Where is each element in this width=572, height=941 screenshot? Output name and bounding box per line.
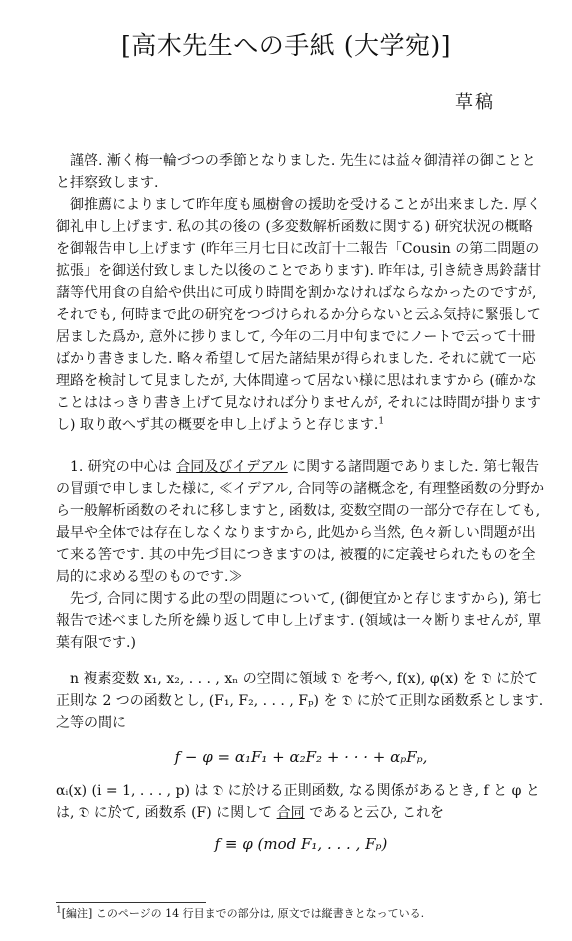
paragraph-congruence-definition [56,780,546,824]
footnote-text: [編注] このページの 14 行目までの部分は, 原文では縦書きとなっている. [61,907,425,920]
equation-congruence-mod: f ≡ φ (mod F₁, . . . , Fₚ) [214,835,388,853]
paragraph-report-text: 御推薦によりまして昨年度も風樹會の援助を受けることが出来ました. 厚く御礼申し上げます. 私の其の後の (多変数解析函数に関する) 研究状況の概略を御報告申し上げます (昨年三月七日に改訂十二報告「Cousin の第二問題の拡張」を御送付致しました以後のことであります). 昨年は, 引き続き馬鈴藷甘藷等代用食の自給や供出に可成り時間を割かなければならなかったのですが, それでも, 何時まで此の研究をつづけられるか分らないと云ふ気持に緊張して居ました爲か, 意外に捗りまして, 今年の二月中旬までにノートで云って十冊ばかり書きました. 略々希望して居た諸結果が得られました. それに就て一応理路を検討して見ましたが, 大体間違って居ない様に思はれますから (確かなことははっきり書き上げて見なければ分りませんが, それには時間が掛りますし) 取り敢へず其の概要を申し上げようと存じます. [56,197,542,433]
footnote-mark: 1 [56,905,62,916]
paragraph-research-text-a: 1. 研究の中心は [70,459,177,475]
footnote [56,906,546,922]
footnote-reference: 1 [378,416,385,427]
paragraph-report [56,194,546,436]
draft-label: 草稿 [455,92,495,113]
paragraph-research-center [56,456,546,588]
underlined-term-congruence-ideal: 合同及びイデアル [176,459,288,475]
footnote-rule [56,902,206,903]
paragraph-definition: n 複素変数 x₁, x₂, . . . , xₙ の空間に領域 𝔇 を考へ, f(x), φ(x) を 𝔇 に於て正則な 2 つの函数とし, (F₁, F₂, . . . , Fₚ) を 𝔇 に於て正則な函数系とします. 之等の間に [56,671,544,731]
letter-body [56,150,546,856]
paragraph-congruence-problem: 先づ, 合同に関する此の型の問題について, (御便宜かと存じますから), 第七報告で述べました所を繰り返して申し上げます. (領域は一々断りませんが, 單葉有限です.) [56,591,542,651]
page-title: [高木先生への手紙 (大学宛)] [121,31,451,60]
paragraph-greeting: 謹啓. 漸く梅一輪づつの季節となりました. 先生には益々御清祥の御こととと拝察致します. [56,153,536,191]
paragraph-research-text-b: に関する諸問題でありました. 第七報告の冒頭で申しました様に, ≪イデアル, 合同等の諸概念を, 有理整函数の分野から一般解析函数のそれに移しますと, 函数は, 変数空間の一部分で存在しても, 最早や全体では存在しなくなりますから, 此処から当然, 色々新しい問題が出て来る筈です. 其の中先づ目につきますのは, 被覆的に定義せられたものを全局的に求める型のものです.≫ [56,459,545,585]
paragraph-def-text-a: αᵢ(x) (i = 1, . . . , p) は 𝔇 に於ける正則函数, なる関係があるとき, f と φ とは, 𝔇 に於て, 函数系 (F) に関して [56,783,540,821]
underlined-term-congruent: 合同 [276,805,305,821]
paragraph-def-text-b: であると云ひ, これを [304,805,444,821]
equation-congruence-sum: f − φ = α₁F₁ + α₂F₂ + · · · + αₚFₚ, [174,748,428,766]
